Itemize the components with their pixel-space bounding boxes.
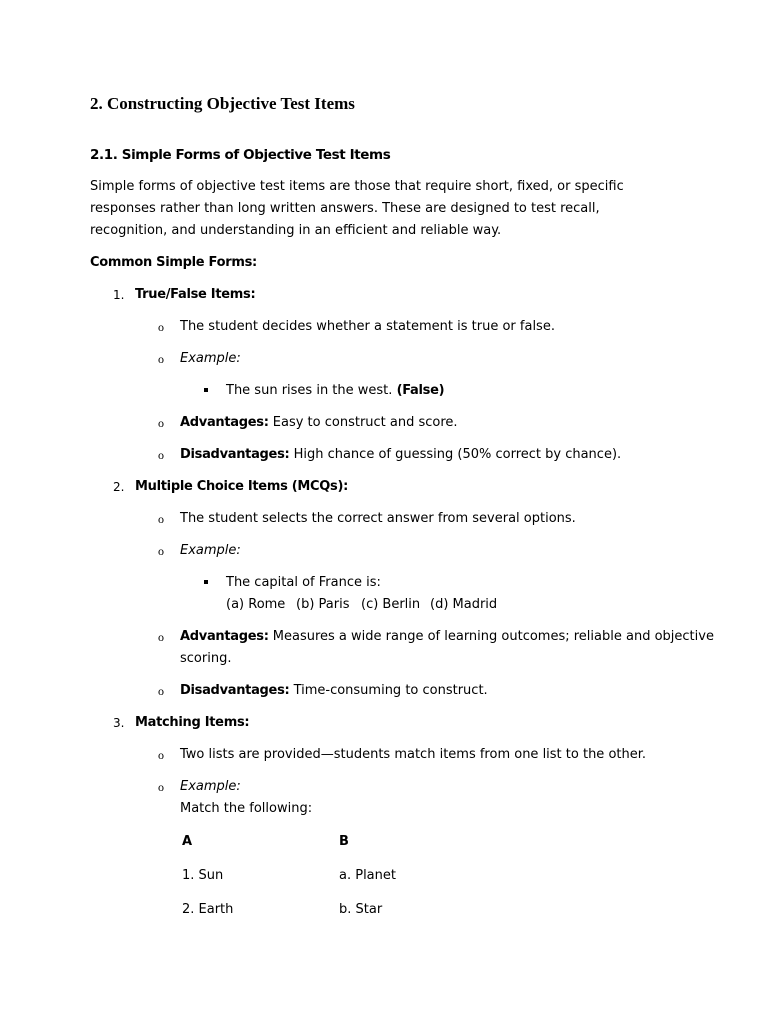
square-bullet-icon <box>204 388 208 392</box>
circle-bullet-icon: o <box>158 780 164 794</box>
example-label: Example: <box>180 779 241 794</box>
advantages-label: Advantages: <box>180 415 269 430</box>
table-cell: 2. Earth <box>182 902 234 917</box>
item-title-mcq: Multiple Choice Items (MCQs): <box>135 479 348 494</box>
example-text <box>226 382 444 400</box>
table-header-a: A <box>182 834 192 849</box>
disadvantages-text: High chance of guessing (50% correct by chance). <box>293 447 622 462</box>
table-header-b: B <box>339 834 349 849</box>
circle-bullet-icon: o <box>158 448 164 462</box>
disadvantages-text: Time-consuming to construct. <box>293 683 488 698</box>
table-cell: 1. Sun <box>182 868 224 883</box>
advantages-label: Advantages: <box>180 629 269 644</box>
table-cell: a. Planet <box>339 868 396 883</box>
disadvantages-line <box>180 446 621 464</box>
circle-bullet-icon: o <box>158 748 164 762</box>
item-description: The student selects the correct answer from several options. <box>180 511 576 526</box>
example-label: Example: <box>180 351 241 366</box>
circle-bullet-icon: o <box>158 630 164 644</box>
advantages-line <box>180 414 458 432</box>
disadvantages-label: Disadvantages: <box>180 683 290 698</box>
example-statement: The sun rises in the west. <box>226 383 393 398</box>
square-bullet-icon <box>204 580 208 584</box>
list-number: 1. <box>113 288 125 302</box>
circle-bullet-icon: o <box>158 512 164 526</box>
advantages-line <box>180 628 714 646</box>
common-forms-label: Common Simple Forms: <box>90 255 257 270</box>
advantages-text: Measures a wide range of learning outcomes; reliable and objective <box>272 629 714 644</box>
circle-bullet-icon: o <box>158 544 164 558</box>
subsection-heading: 2.1. Simple Forms of Objective Test Items <box>90 147 391 163</box>
mcq-option: (b) Paris <box>296 597 350 612</box>
disadvantages-line <box>180 682 488 700</box>
example-answer: (False) <box>396 383 445 398</box>
list-number: 2. <box>113 480 125 494</box>
intro-paragraph: Simple forms of objective test items are those that require short, fixed, or specific responses rather than long written answers. These are designed to test recall, recognition, and understanding in an efficient and reliable way. <box>90 179 624 238</box>
list-number: 3. <box>113 716 125 730</box>
mcq-option: (d) Madrid <box>430 597 498 612</box>
item-title-true-false: True/False Items: <box>135 287 256 302</box>
disadvantages-label: Disadvantages: <box>180 447 290 462</box>
section-heading: 2. Constructing Objective Test Items <box>90 94 355 113</box>
advantages-text-continued: scoring. <box>180 651 232 666</box>
circle-bullet-icon: o <box>158 684 164 698</box>
advantages-text: Easy to construct and score. <box>272 415 458 430</box>
circle-bullet-icon: o <box>158 352 164 366</box>
example-text: Match the following: <box>180 801 313 816</box>
mcq-option: (c) Berlin <box>361 597 421 612</box>
item-description: The student decides whether a statement is true or false. <box>180 319 555 334</box>
item-description: Two lists are provided—students match items from one list to the other. <box>180 747 647 762</box>
circle-bullet-icon: o <box>158 416 164 430</box>
circle-bullet-icon: o <box>158 320 164 334</box>
mcq-option: (a) Rome <box>226 597 286 612</box>
example-text: The capital of France is: <box>226 575 381 590</box>
item-title-matching: Matching Items: <box>135 715 250 730</box>
table-cell: b. Star <box>339 902 383 917</box>
example-label: Example: <box>180 543 241 558</box>
